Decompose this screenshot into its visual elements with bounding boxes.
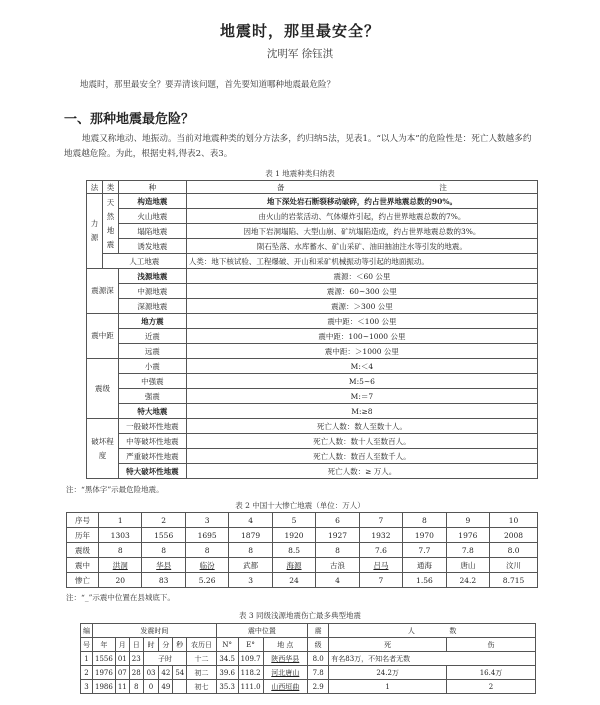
intro-paragraph: 地震时，那里最安全？要弄清该问题，首先要知道哪种地震最危险？: [80, 80, 336, 90]
table3-subhead: 时: [143, 638, 159, 652]
table3-cell: 23: [129, 652, 143, 666]
table2-cell: 1976: [446, 528, 489, 543]
table1-note: 死亡人数：≥ 万人。: [186, 464, 537, 479]
table1-note: 陨石坠落、水库蓄水、矿山采矿、油田抽油注水等引发的地震。: [186, 239, 537, 254]
table-row: [87, 374, 538, 389]
table2-cell: 古浪: [316, 558, 359, 573]
table2-cell: 华县: [142, 558, 185, 573]
table2-cell: 洪洞: [99, 558, 142, 573]
table1-note: M:≥8: [186, 404, 537, 419]
table2-row-label: 震级: [67, 543, 99, 558]
table3-subhead: N°: [216, 638, 238, 652]
table3-cell: 有名83万，不知名者无数: [329, 652, 536, 666]
table3-subhead: 分: [159, 638, 173, 652]
table2-row-label: 惨亡: [67, 573, 99, 588]
table2-cell: 8.0: [490, 543, 538, 558]
table1-note: 震源：60~300 公里: [186, 284, 537, 299]
table1-head-note-b: 注: [439, 182, 447, 192]
table3-subhead: 级: [308, 638, 329, 652]
table1-type: 火山地震: [118, 209, 186, 224]
table1-type: 特大地震: [118, 404, 186, 419]
table2-cell: 2: [142, 513, 185, 528]
table2-cell: 4: [229, 513, 272, 528]
table2-caption: 表 2 中国十大惨亡地震（单位：万人）: [235, 501, 365, 510]
table3-subhead: 死: [329, 638, 447, 652]
table-row: [87, 404, 538, 419]
table-row: [87, 344, 538, 359]
table3-subhead: 号: [81, 638, 93, 652]
table3-subhead: 伤: [446, 638, 535, 652]
table2-cell: 1556: [142, 528, 185, 543]
table1-group-depth: 震源深: [87, 269, 119, 314]
table3-head: 发震时间: [93, 624, 217, 638]
table2-cell: 24.2: [446, 573, 489, 588]
table2-cell: 8.5: [272, 543, 315, 558]
table2-cell: 1.56: [403, 573, 446, 588]
table-row: [87, 194, 538, 209]
table3-cell: 1986: [93, 680, 116, 694]
table2-cell: 4: [316, 573, 359, 588]
table1-type: 中强震: [118, 374, 186, 389]
table1-note: M:＜4: [186, 359, 537, 374]
table1-caption: 表 1 地震种类归纳表: [265, 169, 335, 178]
table1-note: 震源：＜60 公里: [186, 269, 537, 284]
table-row: [87, 359, 538, 374]
table1-type: 深源地震: [118, 299, 186, 314]
table3-cell: 24.2万: [329, 666, 447, 680]
table3-cell: 35.3: [216, 680, 238, 694]
table-row: [87, 239, 538, 254]
table3-cell: 7.8: [308, 666, 329, 680]
table1-note: 因地下岩洞塌陷、大型山崩、矿坑塌陷造成，约占世界地震总数的3%。: [186, 224, 537, 239]
table3-head: [329, 624, 536, 638]
table1-note-footer: 注：“黑体字”示最危险地震。: [66, 485, 164, 494]
table1-head-note-a: 备: [277, 182, 285, 192]
table3-cell: 3: [81, 680, 93, 694]
table2-cell: 8: [142, 543, 185, 558]
table-row: [87, 224, 538, 239]
table2: [66, 512, 538, 588]
table2-cell: 20: [99, 573, 142, 588]
table3-cell: 11: [115, 680, 129, 694]
table1-type: 人工地震: [102, 254, 186, 269]
table3-cell: [173, 680, 187, 694]
table1-note: M:＝7: [186, 389, 537, 404]
table2-cell: 8: [185, 543, 228, 558]
table1-type: 塌陷地震: [118, 224, 186, 239]
table-row: [81, 652, 536, 666]
table1-type: 构造地震: [118, 194, 186, 209]
table-row: [81, 666, 536, 680]
table3-cell: 16.4万: [446, 666, 535, 680]
table-row: [67, 528, 538, 543]
table3-subhead: 秒: [173, 638, 187, 652]
table-row: [87, 434, 538, 449]
table3-cell: 54: [173, 666, 187, 680]
table1-note: 死亡人数：数十人至数百人。: [186, 434, 537, 449]
table2-cell: 3: [185, 513, 228, 528]
table3-subhead: 日: [129, 638, 143, 652]
table1-note: 地下深处岩石断裂移动破碎，约占世界地震总数的90%。: [186, 194, 537, 209]
table1-head-type: 种: [118, 181, 186, 194]
table1-note: 震中距：＜100 公里: [186, 314, 537, 329]
page-title: 地震时，那里最安全？: [219, 22, 380, 40]
table-row: [67, 558, 538, 573]
table3-cell: 1: [81, 652, 93, 666]
table3-cell: 8: [129, 680, 143, 694]
table2-cell: 通海: [403, 558, 446, 573]
table-row: [87, 269, 538, 284]
table2-row-label: 序号: [67, 513, 99, 528]
table2-cell: 9: [446, 513, 489, 528]
table2-cell: 5.26: [185, 573, 228, 588]
table3-cell: 07: [115, 666, 129, 680]
table-row: [87, 329, 538, 344]
table1: [86, 180, 538, 479]
table3-cell: 2: [81, 666, 93, 680]
table2-cell: 海源: [272, 558, 315, 573]
table2-cell: 8: [403, 513, 446, 528]
table-row: [87, 209, 538, 224]
table2-cell: 1: [99, 513, 142, 528]
table3-cell: 陕西华县: [263, 652, 307, 666]
table2-cell: 7.8: [446, 543, 489, 558]
section-heading: 一、那种地震最危险？: [64, 112, 195, 127]
table-row: [67, 573, 538, 588]
table3-cell: 1: [329, 680, 447, 694]
table2-cell: 武都: [229, 558, 272, 573]
table-row: [87, 254, 538, 269]
table3-cell: 子时: [143, 652, 187, 666]
table1-header-row: [87, 181, 538, 194]
table1-note: 死亡人数：数百人至数千人。: [186, 449, 537, 464]
table2-cell: 8: [99, 543, 142, 558]
table3-cell: 118.2: [238, 666, 263, 680]
table3-subhead: 农历日: [187, 638, 217, 652]
table3-cell: 0: [143, 680, 159, 694]
table2-cell: 7.7: [403, 543, 446, 558]
table1-type: 诱发地震: [118, 239, 186, 254]
table3-cell: 39.6: [216, 666, 238, 680]
table3-head: 震中位置: [216, 624, 307, 638]
table1-note: 震中距：100~1000 公里: [186, 329, 537, 344]
table3-subhead: 地 点: [263, 638, 307, 652]
table1-note: 死亡人数：数人至数十人。: [186, 419, 537, 434]
table1-group-dmg: 破坏程度: [87, 419, 119, 479]
table1-note: 震源：＞300 公里: [186, 299, 537, 314]
table2-row-label: 历年: [67, 528, 99, 543]
table1-head-method: 法: [87, 181, 103, 194]
table-row: [81, 624, 536, 638]
table1-group-nature: 天然地震: [102, 194, 118, 254]
table2-cell: 8.715: [490, 573, 538, 588]
table3-head: 编: [81, 624, 93, 638]
table-row: [87, 449, 538, 464]
table2-cell: 汶川: [490, 558, 538, 573]
table3-cell: 2.9: [308, 680, 329, 694]
table3-cell: 初七: [187, 680, 217, 694]
table-row: [87, 314, 538, 329]
table3-cell: 河北唐山: [263, 666, 307, 680]
table1-note: 人类：地下核试验、工程爆破、开山和采矿机械振动等引起的地面振动。: [186, 254, 537, 269]
table2-cell: 6: [316, 513, 359, 528]
table3-cell: 01: [115, 652, 129, 666]
table1-type: 近震: [118, 329, 186, 344]
table3-caption: 表 3 同级浅源地震伤亡最多典型地震: [238, 611, 362, 620]
table3-subhead: 月: [115, 638, 129, 652]
table1-note: M:5~6: [186, 374, 537, 389]
table1-group-force: 力源: [87, 194, 103, 269]
table2-cell: 10: [490, 513, 538, 528]
table3-cell: 十二: [187, 652, 217, 666]
table1-note: 震中距：＞1000 公里: [186, 344, 537, 359]
table2-cell: 1303: [99, 528, 142, 543]
table3-cell: 8.0: [308, 652, 329, 666]
table3-cell: 初二: [187, 666, 217, 680]
table1-head-class: 类: [102, 181, 118, 194]
table2-cell: 8: [316, 543, 359, 558]
table1-head-note: [186, 181, 537, 194]
authors: 沈明军 徐钰淇: [266, 48, 334, 60]
table3-cell: 1556: [93, 652, 116, 666]
table1-note: 由火山的岩浆活动、气体爆炸引起，约占世界地震总数的7%。: [186, 209, 537, 224]
table-row: [67, 513, 538, 528]
table1-type: 中源地震: [118, 284, 186, 299]
table2-cell: 1695: [185, 528, 228, 543]
table3-head: 震: [308, 624, 329, 638]
table-row: [67, 543, 538, 558]
table3-cell: 1976: [93, 666, 116, 680]
table2-cell: 8: [229, 543, 272, 558]
table3-subhead: E°: [238, 638, 263, 652]
table2-cell: 1932: [359, 528, 402, 543]
table-row: [87, 299, 538, 314]
table2-cell: 5: [272, 513, 315, 528]
table2-note-footer: 注：“_”示震中位置在县城底下。: [66, 593, 175, 602]
table1-type: 中等破坏性地震: [118, 434, 186, 449]
table1-type: 浅源地震: [118, 269, 186, 284]
table3-cell: 28: [129, 666, 143, 680]
table3-cell: 49: [159, 680, 173, 694]
table3-cell: 2: [446, 680, 535, 694]
table2-cell: 7: [359, 513, 402, 528]
table1-type: 严重破坏性地震: [118, 449, 186, 464]
table2-cell: 临汾: [185, 558, 228, 573]
table3-head-people-a: 人: [407, 626, 415, 635]
table3-cell: 109.7: [238, 652, 263, 666]
table3-cell: 34.5: [216, 652, 238, 666]
table3-cell: 山西垣曲: [263, 680, 307, 694]
table1-group-mag: 震级: [87, 359, 119, 419]
table1-type: 地方震: [118, 314, 186, 329]
table1-group-dist: 震中距: [87, 314, 119, 359]
table2-cell: 7.6: [359, 543, 402, 558]
table2-cell: 1927: [316, 528, 359, 543]
table1-type: 一般破坏性地震: [118, 419, 186, 434]
table1-type: 强震: [118, 389, 186, 404]
table3-subhead: 年: [93, 638, 116, 652]
table1-type: 特大破坏性地震: [118, 464, 186, 479]
table3-cell: 111.0: [238, 680, 263, 694]
table3-head-people-b: 数: [449, 626, 457, 635]
table2-row-label: 震中: [67, 558, 99, 573]
table2-cell: 吕马: [359, 558, 402, 573]
table3-cell: 42: [159, 666, 173, 680]
table2-cell: 83: [142, 573, 185, 588]
table2-cell: 7: [359, 573, 402, 588]
table1-type: 小震: [118, 359, 186, 374]
table2-cell: 2008: [490, 528, 538, 543]
table3-cell: 03: [143, 666, 159, 680]
table2-cell: 1879: [229, 528, 272, 543]
table2-cell: 24: [272, 573, 315, 588]
table-row: [87, 389, 538, 404]
table2-cell: 1970: [403, 528, 446, 543]
table1-type: 远震: [118, 344, 186, 359]
table2-cell: 1920: [272, 528, 315, 543]
table3: [80, 623, 536, 694]
table-row: [87, 419, 538, 434]
table2-cell: 3: [229, 573, 272, 588]
table-row: [87, 284, 538, 299]
table2-cell: 唐山: [446, 558, 489, 573]
table-row: [81, 680, 536, 694]
section-paragraph: 地震又称地动、地振动。当前对地震种类的划分方法多，约归纳5法，见表1。“以人为本”的危险性是：死亡人数越多约地震越危险。为此，根据史料,得表2、表3。: [64, 134, 532, 159]
table-row: [81, 638, 536, 652]
table-row: [87, 464, 538, 479]
